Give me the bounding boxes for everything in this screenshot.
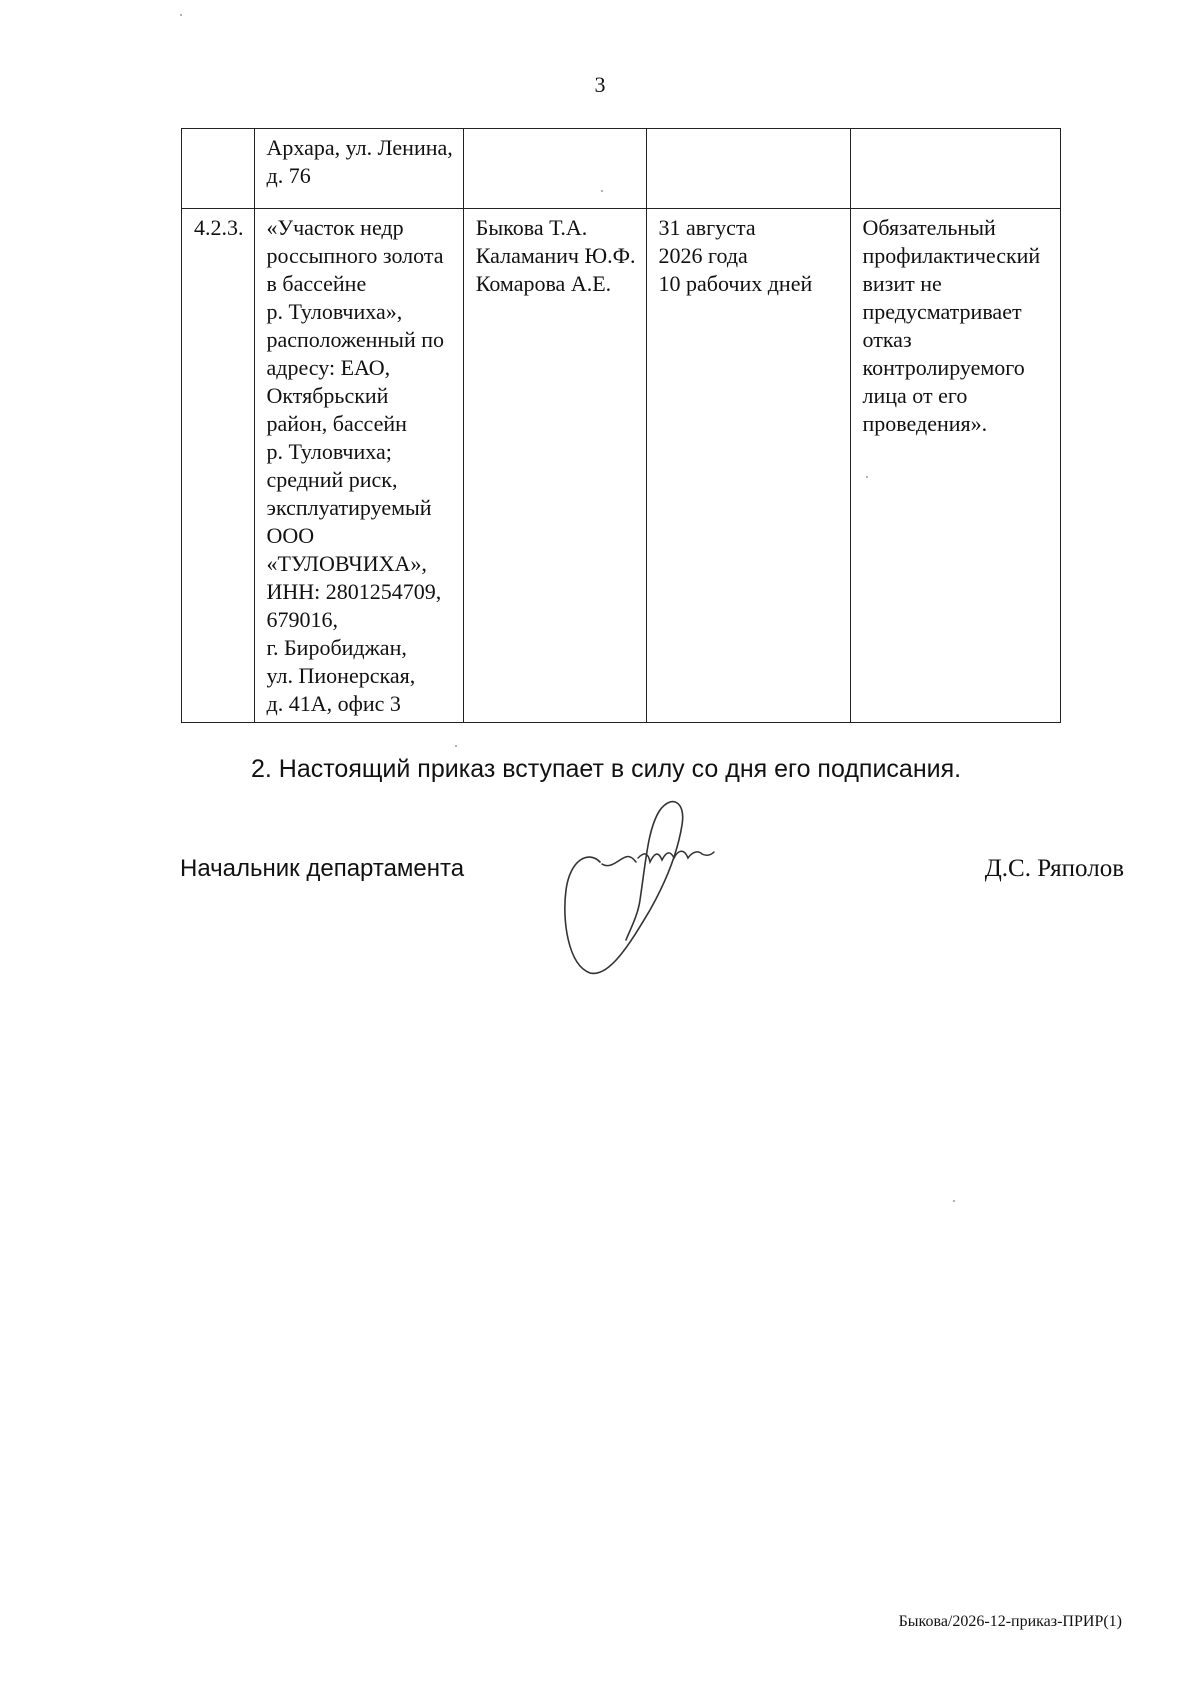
cell-text-line: район, бассейн bbox=[266, 411, 407, 436]
cell-object bbox=[254, 129, 463, 209]
cell-text-line: в бассейне bbox=[266, 271, 367, 296]
scan-speck bbox=[455, 745, 457, 747]
signer-title: Начальник департамента bbox=[180, 855, 465, 882]
cell-text-line: 679016, bbox=[266, 607, 338, 632]
cell-text-line: д. 41А, офис 3 bbox=[266, 691, 401, 716]
clause-effective-date: 2. Настоящий приказ вступает в силу со дня его подписания. bbox=[251, 755, 962, 783]
scan-speck bbox=[601, 190, 603, 192]
cell-inspectors bbox=[463, 129, 646, 209]
cell-text-line: Обязательный bbox=[862, 215, 996, 240]
cell-text-line: «ТУЛОВЧИХА», bbox=[266, 551, 427, 576]
cell-note bbox=[850, 129, 1060, 209]
cell-number bbox=[182, 129, 255, 209]
cell-date bbox=[646, 209, 850, 723]
cell-text-line: р. Туловчиха», bbox=[266, 299, 403, 324]
cell-text-line: 31 августа bbox=[658, 215, 756, 240]
cell-date bbox=[646, 129, 850, 209]
cell-text-line: Быкова Т.А. bbox=[475, 215, 588, 240]
cell-number: 4.2.3. bbox=[182, 209, 255, 723]
cell-text-line: Октябрьский bbox=[266, 383, 389, 408]
document-footer-id: Быкова/2026-12-приказ-ПРИР(1) bbox=[898, 1613, 1122, 1630]
cell-text-line: контролируемого bbox=[862, 355, 1025, 380]
cell-text-line: 10 рабочих дней bbox=[658, 271, 813, 296]
scan-speck bbox=[180, 14, 182, 16]
cell-text-line: россыпного золота bbox=[266, 243, 444, 268]
cell-note bbox=[850, 209, 1060, 723]
cell-text-line: ИНН: 2801254709, bbox=[266, 579, 442, 604]
cell-text-line: «Участок недр bbox=[266, 215, 404, 240]
cell-text-line: ООО bbox=[266, 523, 315, 548]
signer-name: Д.С. Ряполов bbox=[984, 855, 1124, 882]
cell-text-line: г. Биробиджан, bbox=[266, 635, 407, 660]
cell-inspectors bbox=[463, 209, 646, 723]
cell-text-line: адресу: ЕАО, bbox=[266, 355, 391, 380]
cell-text-line: средний риск, bbox=[266, 467, 398, 492]
cell-text-line: расположенный по bbox=[266, 327, 444, 352]
cell-text-line: Архара, ул. Ленина, bbox=[266, 135, 453, 160]
table-row bbox=[182, 129, 1061, 209]
scan-speck bbox=[866, 476, 868, 478]
page-number: 3 bbox=[594, 72, 606, 97]
cell-text-line: эксплуатируемый bbox=[266, 495, 432, 520]
cell-text-line: визит не bbox=[862, 271, 942, 296]
cell-text-line: ул. Пионерская, bbox=[266, 663, 416, 688]
cell-text-line: д. 76 bbox=[266, 163, 311, 188]
cell-text-line: отказ bbox=[862, 327, 912, 352]
cell-text-line: р. Туловчиха; bbox=[266, 439, 392, 464]
cell-text-line: профилактический bbox=[862, 243, 1041, 268]
cell-text-line: 2026 года bbox=[658, 243, 748, 268]
cell-text-line: Комарова А.Е. bbox=[475, 271, 612, 296]
cell-text-line: проведения». bbox=[862, 411, 988, 436]
cell-object bbox=[254, 209, 463, 723]
cell-text-line: Каламанич Ю.Ф. bbox=[475, 243, 636, 268]
inspection-schedule-table bbox=[181, 128, 1061, 723]
cell-text-line: лица от его bbox=[862, 383, 968, 408]
table-row bbox=[182, 209, 1061, 723]
signature-image bbox=[560, 790, 740, 990]
cell-text-line: предусматривает bbox=[862, 299, 1022, 324]
scan-speck bbox=[953, 1200, 955, 1202]
